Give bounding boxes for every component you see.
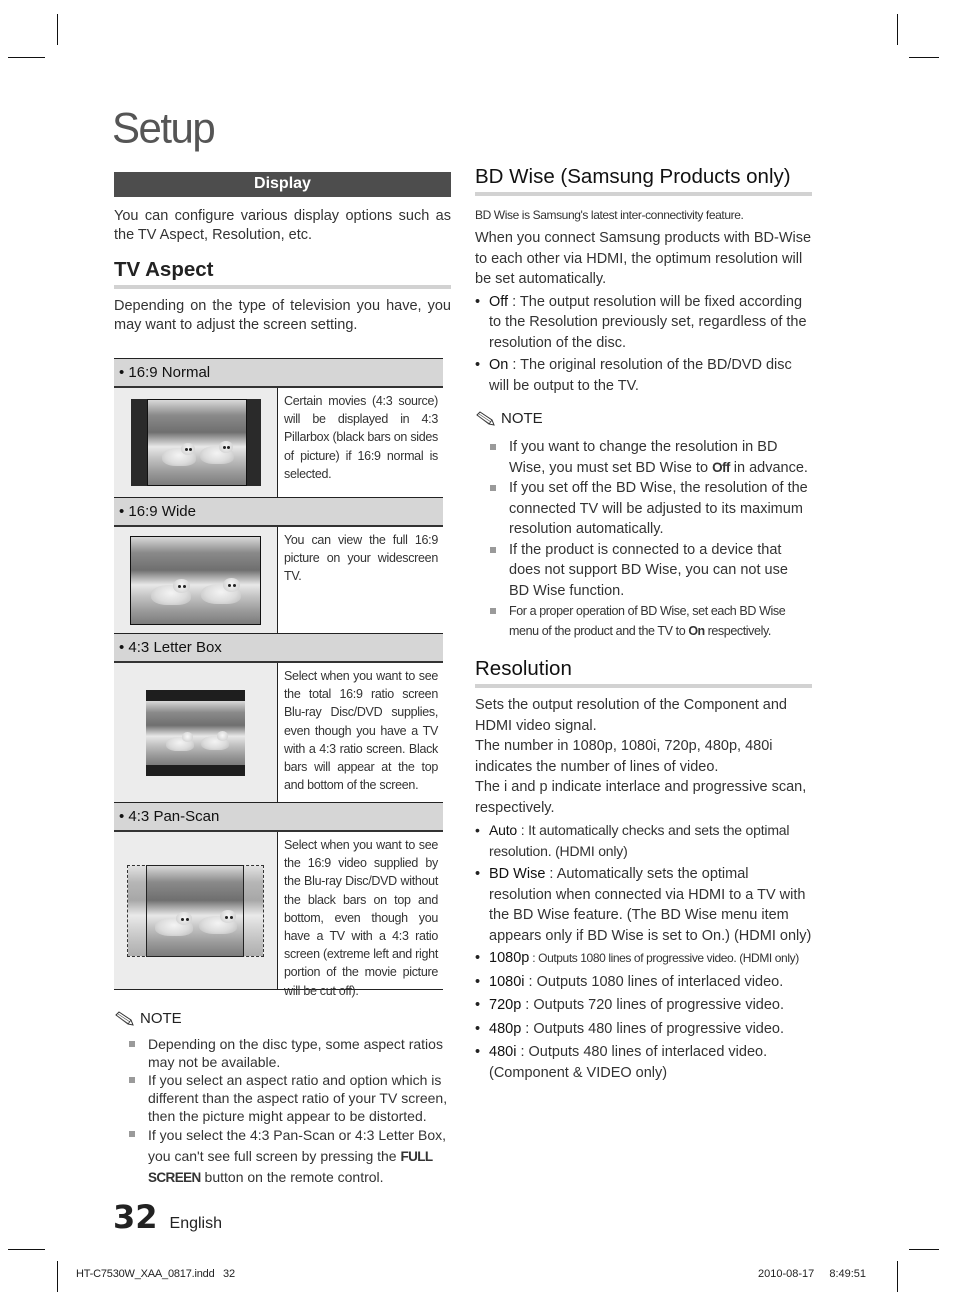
full-screen-button-ref: FULL SCREEN <box>148 1148 433 1185</box>
aspect-image-cell <box>114 832 278 989</box>
aspect-image-cell <box>114 663 278 802</box>
aspect-image-cell <box>114 388 278 497</box>
aspect-row <box>114 663 443 803</box>
resolution-option-auto: • Auto : It automatically checks and sets the optimal resolution. (HDMI only) <box>475 820 812 861</box>
note-label: NOTE <box>140 1010 182 1027</box>
resolution-options <box>475 820 812 1083</box>
note-item: Depending on the disc type, some aspect ratios may not be available. <box>114 1035 451 1071</box>
bd-wise-options <box>475 292 812 397</box>
note-item: If you select an aspect ratio and option which is different than the aspect ratio of your TV screen, then the picture might appear to be distorted. <box>114 1071 451 1125</box>
aspect-description: Select when you want to see the 16:9 video supplied by the Blu-ray Disc/DVD without the black bars on top and bottom, even though you have a TV with a 4:3 ratio screen (extreme left and right portion of the movie picture will be cut off). <box>284 838 438 998</box>
tv-aspect-description: Depending on the type of television you have, you may want to adjust the screen setting. <box>114 298 451 333</box>
left-column <box>114 172 451 1189</box>
note-item: If you want to change the resolution in BD Wise, you must set BD Wise to Off in advance. <box>475 437 812 478</box>
bd-wise-tagline: BD Wise is Samsung's latest inter-connectivity feature. <box>475 208 744 222</box>
note-item: If you set off the BD Wise, the resolution of the connected TV will be adjusted to its maximum resolution automatically. <box>475 478 812 540</box>
section-bar-display: Display <box>114 172 451 197</box>
crop-mark <box>909 57 939 58</box>
crop-mark <box>8 57 45 58</box>
crop-mark <box>909 1249 939 1250</box>
slug-timestamp: 2010-08-17 8:49:51 <box>758 1268 867 1280</box>
aspect-option-16-9-normal: • 16:9 Normal <box>114 359 443 388</box>
note-item: If the product is connected to a device that does not support BD Wise, you can not use BD Wise function. <box>475 540 812 602</box>
page-number: 32 <box>113 1198 158 1236</box>
bd-wise-option-off: • Off : The output resolution will be fixed according to the Resolution previously set, regardless of the resolution of the disc. <box>475 292 812 354</box>
note-item: For a proper operation of BD Wise, set each BD Wise menu of the product and the TV to On respectively. <box>475 601 812 641</box>
aspect-row <box>114 388 443 498</box>
aspect-description: You can view the full 16:9 picture on your widescreen TV. <box>284 533 438 584</box>
resolution-option-480i: • 480i : Outputs 480 lines of interlaced video. (Component & VIDEO only) <box>475 1042 812 1083</box>
resolution-option-480p: • 480p : Outputs 480 lines of progressive video. <box>475 1019 812 1040</box>
resolution-heading: Resolution <box>475 657 812 688</box>
aspect-description: Certain movies (4:3 source) will be displayed in 4:3 Pillarbox (black bars on sides of picture) if 16:9 normal is selected. <box>284 394 438 481</box>
bd-wise-option-on: • On : The original resolution of the BD/DVD disc will be output to the TV. <box>475 355 812 396</box>
bd-wise-note-list <box>475 437 812 641</box>
display-intro: You can configure various display options such as the TV Aspect, Resolution, etc. <box>114 208 451 243</box>
resolution-option-1080p: • 1080p : Outputs 1080 lines of progressive video. (HDMI only) <box>475 948 812 969</box>
crop-mark <box>897 1261 898 1292</box>
bd-wise-heading: BD Wise (Samsung Products only) <box>475 165 812 196</box>
aspect-note-list <box>114 1035 451 1189</box>
aspect-row <box>114 832 443 998</box>
page-title: Setup <box>112 103 215 152</box>
aspect-table <box>114 358 443 998</box>
crop-mark <box>57 1261 58 1292</box>
note-heading <box>114 1010 451 1027</box>
page-footer <box>113 1198 222 1236</box>
resolution-option-720p: • 720p : Outputs 720 lines of progressive video. <box>475 995 812 1016</box>
widescreen-picture <box>130 536 261 625</box>
letterbox-picture <box>146 690 245 776</box>
crop-mark <box>8 1249 45 1250</box>
aspect-image-cell <box>114 527 278 633</box>
aspect-row <box>114 527 443 634</box>
page-language: English <box>169 1215 223 1232</box>
pencil-note-icon <box>114 1011 136 1027</box>
aspect-option-4-3-pan-scan: • 4:3 Pan-Scan <box>114 803 443 832</box>
bd-wise-description: When you connect Samsung products with BD-Wise to each other via HDMI, the optimum resolution will be set automatically. <box>475 230 812 287</box>
crop-mark <box>57 14 58 45</box>
resolution-description: Sets the output resolution of the Component and HDMI video signal. The number in 1080p, 1080i, 720p, 480p, 480i indicates the number of lines of video. The i and p indicate interlace and progressive scan, respectively. <box>475 697 807 816</box>
aspect-option-16-9-wide: • 16:9 Wide <box>114 498 443 527</box>
right-column <box>475 165 812 1083</box>
note-item: If you select the 4:3 Pan-Scan or 4:3 Letter Box, you can't see full screen by pressing the FULL SCREEN button on the remote control. <box>114 1125 451 1189</box>
slug-filename: HT-C7530W_XAA_0817.indd 32 <box>76 1268 235 1280</box>
pillarbox-picture <box>131 399 261 486</box>
aspect-option-4-3-letter-box: • 4:3 Letter Box <box>114 634 443 663</box>
note-label: NOTE <box>501 410 543 427</box>
resolution-option-1080i: • 1080i : Outputs 1080 lines of interlaced video. <box>475 972 812 993</box>
pan-scan-picture <box>127 865 264 957</box>
resolution-option-bd-wise: • BD Wise : Automatically sets the optimal resolution when connected via HDMI to a TV with the BD Wise feature. (The BD Wise menu item appears only if BD Wise is set to On.) (HDMI only) <box>475 864 812 946</box>
note-heading <box>475 410 812 427</box>
tv-aspect-heading: TV Aspect <box>114 258 451 289</box>
pencil-note-icon <box>475 411 497 427</box>
aspect-description: Select when you want to see the total 16:9 ratio screen Blu-ray Disc/DVD supplies, even though you have a TV with a 4:3 ratio screen. Black bars will appear at the top and bottom of the screen. <box>284 669 438 793</box>
crop-mark <box>897 14 898 45</box>
